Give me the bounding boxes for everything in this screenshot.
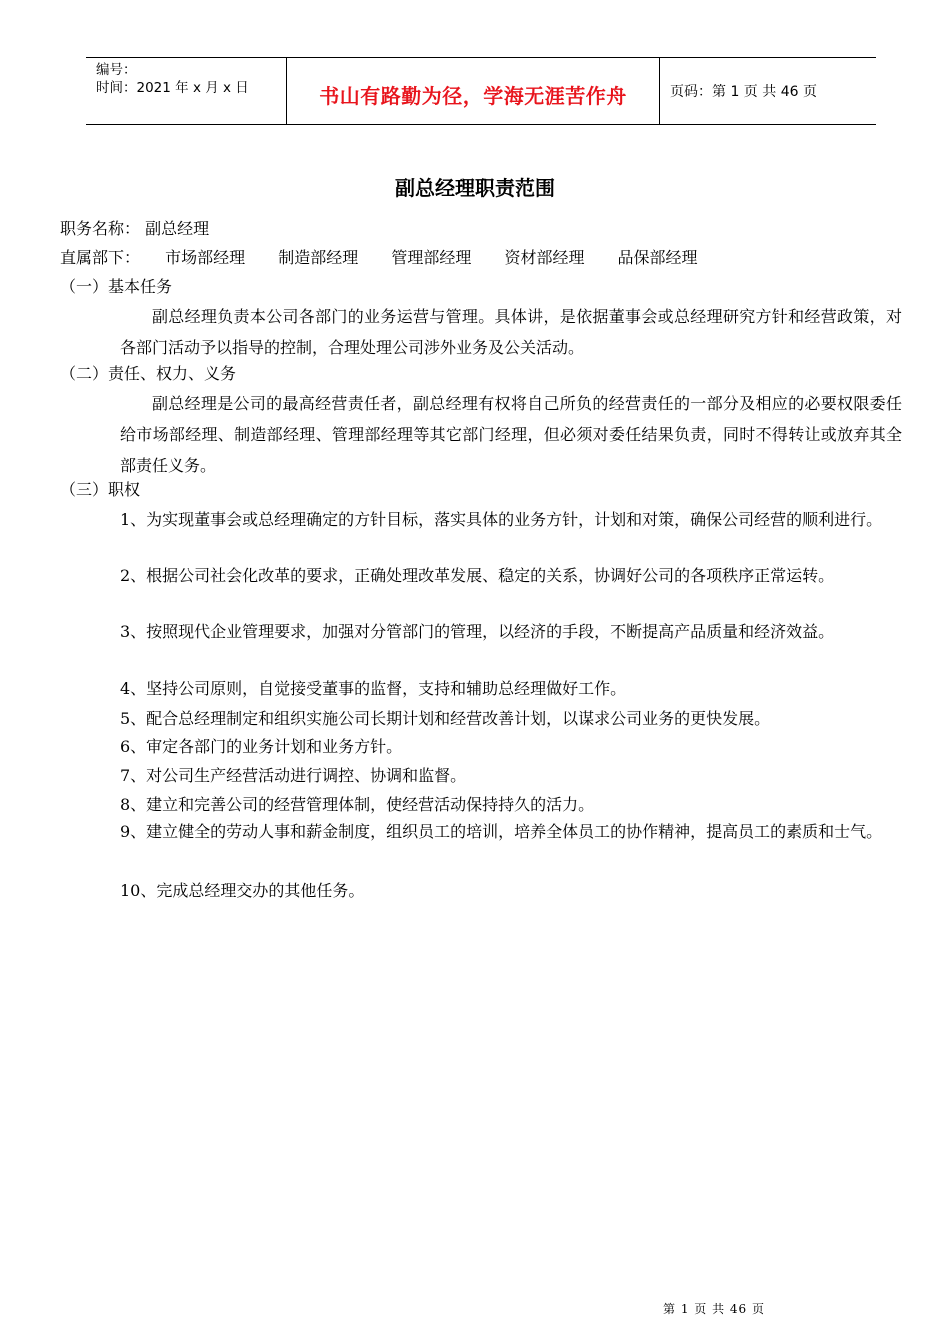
subordinate-item: 品保部经理 bbox=[617, 248, 698, 267]
authority-item: 6、审定各部门的业务计划和业务方针。 bbox=[120, 737, 403, 756]
document-title: 副总经理职责范围 bbox=[395, 176, 555, 200]
section-heading: （一）基本任务 bbox=[60, 277, 173, 296]
section-paragraph: 副总经理是公司的最高经营责任者，副总经理有权将自己所负的经营责任的一部分及相应的必要权限委任给市场部经理、制造部经理、管理部经理等其它部门经理，但必须对委任结果负责，同时不得转让或放弃其全部责任义务。 bbox=[120, 394, 902, 475]
job-title-line: 职务名称： 副总经理 bbox=[60, 219, 210, 238]
subordinate-item: 资材部经理 bbox=[504, 248, 585, 267]
authority-item: 2、根据公司社会化改革的要求，正确处理改革发展、稳定的关系，协调好公司的各项秩序正常运转。 bbox=[120, 566, 835, 585]
authority-item: 4、坚持公司原则，自觉接受董事的监督，支持和辅助总经理做好工作。 bbox=[120, 679, 627, 698]
header-motto-cell bbox=[287, 58, 660, 124]
document-header bbox=[86, 57, 876, 125]
authority-item: 9、建立健全的劳动人事和薪金制度，组织员工的培训，培养全体员工的协作精神，提高员工的素质和士气。 bbox=[120, 822, 883, 841]
subordinates-label: 直属部下： bbox=[60, 248, 141, 267]
section-heading: （二）责任、权力、义务 bbox=[60, 364, 237, 383]
motto: 书山有路勤为径，学海无涯苦作舟 bbox=[319, 83, 627, 108]
authority-item: 5、配合总经理制定和组织实施公司长期计划和经营改善计划，以谋求公司业务的更快发展。 bbox=[120, 709, 771, 728]
date-line: 时间：2021 年 x 月 x 日 bbox=[96, 80, 249, 96]
section-heading: （三）职权 bbox=[60, 480, 141, 499]
page-footer: 第 1 页 共 46 页 bbox=[663, 1302, 765, 1316]
subordinate-item: 市场部经理 bbox=[165, 248, 246, 267]
authority-item: 7、对公司生产经营活动进行调控、协调和监督。 bbox=[120, 766, 467, 785]
header-meta bbox=[86, 58, 287, 124]
header-page-info bbox=[660, 58, 876, 124]
number-label: 编号： bbox=[96, 62, 137, 78]
authority-item: 8、建立和完善公司的经营管理体制，使经营活动保持持久的活力。 bbox=[120, 795, 595, 814]
page-info: 页码：第 1 页 共 46 页 bbox=[670, 84, 817, 100]
subordinate-item: 制造部经理 bbox=[278, 248, 359, 267]
authority-item: 3、按照现代企业管理要求，加强对分管部门的管理，以经济的手段，不断提高产品质量和经济效益。 bbox=[120, 622, 835, 641]
subordinate-item: 管理部经理 bbox=[391, 248, 472, 267]
authority-item: 10、完成总经理交办的其他任务。 bbox=[120, 881, 365, 900]
subordinates-line bbox=[60, 247, 726, 269]
authority-item: 1、为实现董事会或总经理确定的方针目标，落实具体的业务方针，计划和对策，确保公司经营的顺利进行。 bbox=[120, 510, 883, 529]
section-paragraph: 副总经理负责本公司各部门的业务运营与管理。具体讲，是依据董事会或总经理研究方针和经营政策，对各部门活动予以指导的控制，合理处理公司涉外业务及公关活动。 bbox=[120, 307, 902, 357]
